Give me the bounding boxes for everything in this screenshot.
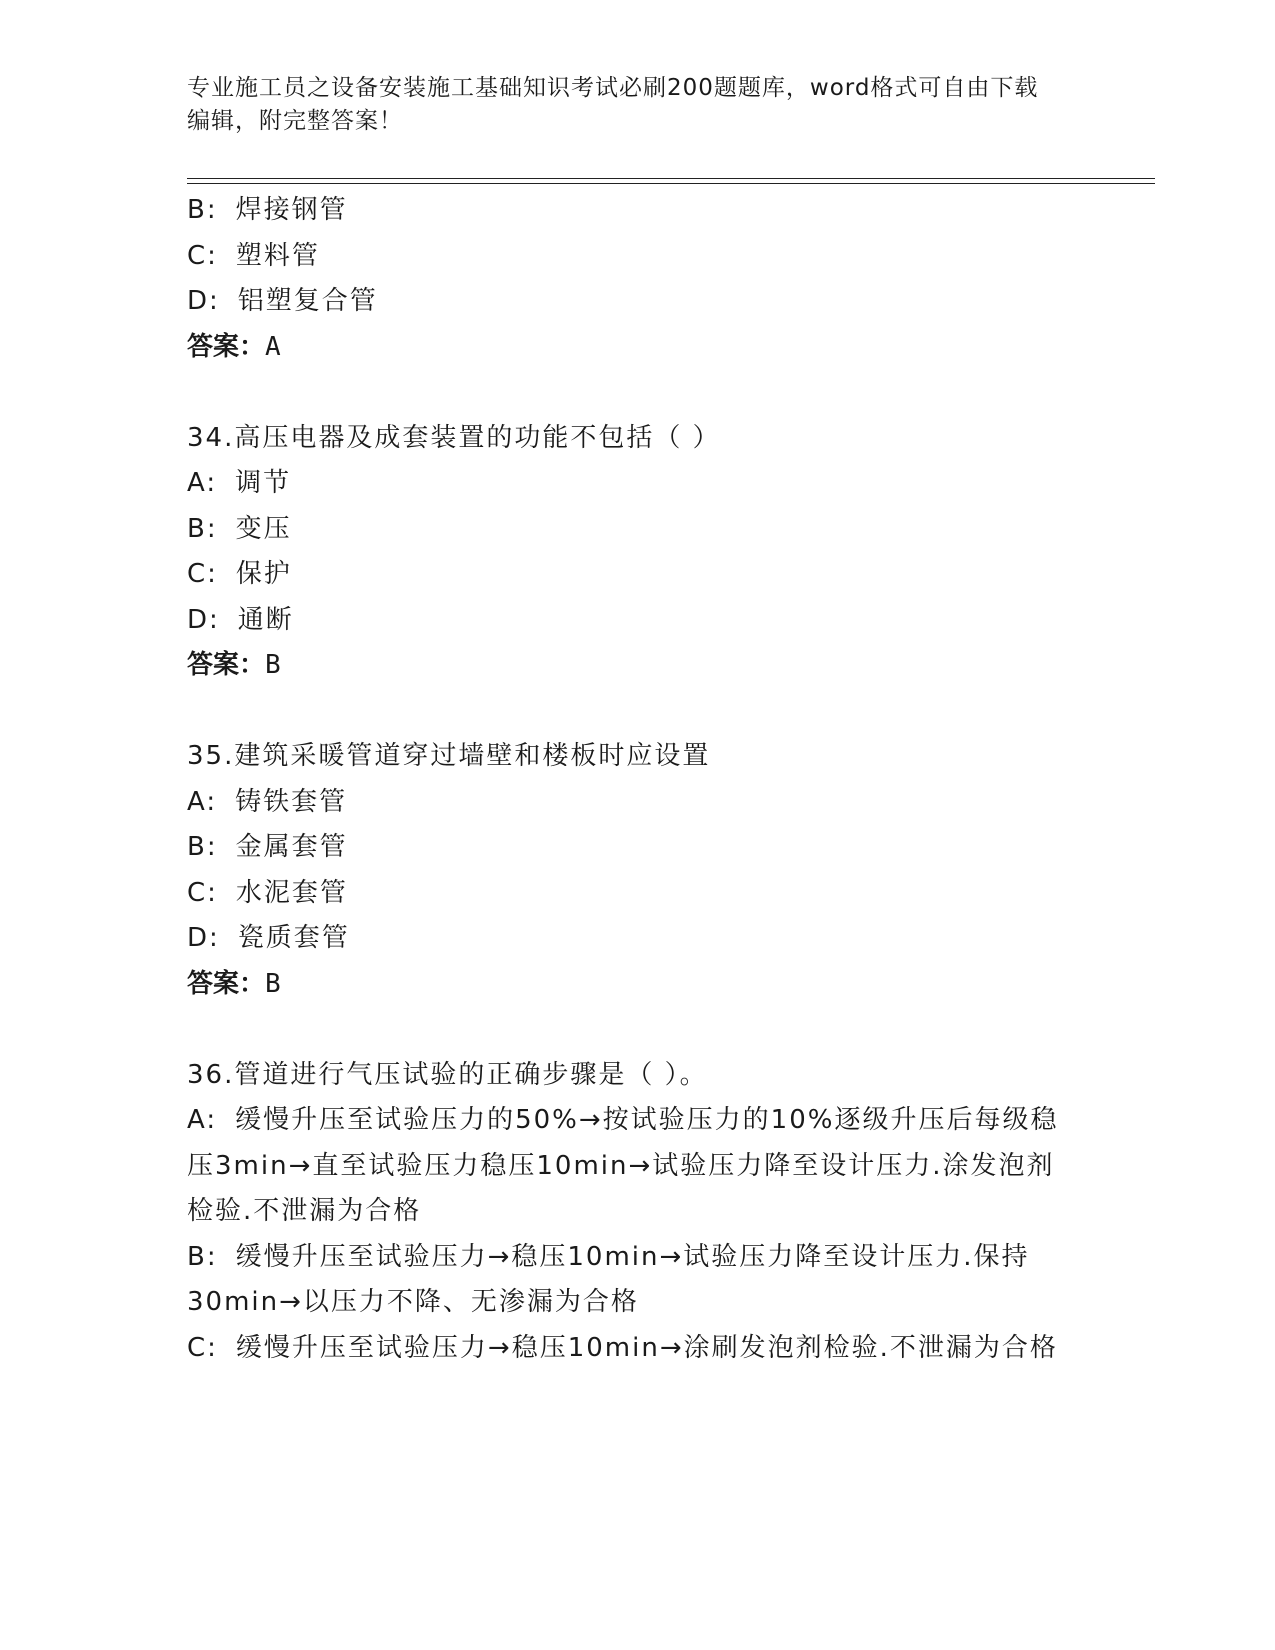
header-line-1: 专业施工员之设备安装施工基础知识考试必刷200题题库，word格式可自由下载 bbox=[187, 75, 1039, 101]
option-c: C: 水泥套管 bbox=[187, 877, 348, 908]
header-divider-top bbox=[187, 178, 1155, 179]
header-divider-bottom bbox=[187, 183, 1155, 184]
option-b: B: 变压 bbox=[187, 513, 292, 544]
document-header bbox=[187, 72, 1087, 138]
option-c: C: 缓慢升压至试验压力→稳压10min→涂刷发泡剂检验.不泄漏为合格 bbox=[187, 1332, 1058, 1363]
header-line-2: 编辑，附完整答案！ bbox=[187, 108, 403, 134]
question-list bbox=[187, 188, 1087, 1371]
option-a-continuation: 检验.不泄漏为合格 bbox=[187, 1196, 422, 1226]
answer-line: 答案：B bbox=[187, 968, 281, 999]
option-a: A: 调节 bbox=[187, 468, 292, 498]
option-d: D: 通断 bbox=[187, 604, 294, 635]
question-stem: 36.管道进行气压试验的正确步骤是（ ）。 bbox=[187, 1059, 708, 1090]
option-b: B: 金属套管 bbox=[187, 832, 348, 862]
answer-line: 答案：A bbox=[187, 331, 281, 362]
question-stem: 35.建筑采暖管道穿过墙壁和楼板时应设置 bbox=[187, 741, 711, 771]
option-a: A: 缓慢升压至试验压力的50%→按试验压力的10%逐级升压后每级稳 bbox=[187, 1105, 1059, 1135]
option-c: C: 塑料管 bbox=[187, 240, 320, 271]
option-b-continuation: 30min→以压力不降、无渗漏为合格 bbox=[187, 1287, 639, 1317]
option-b: B: 焊接钢管 bbox=[187, 195, 348, 225]
option-d: D: 瓷质套管 bbox=[187, 923, 350, 953]
option-a: A: 铸铁套管 bbox=[187, 786, 348, 817]
option-c: C: 保护 bbox=[187, 559, 292, 589]
option-b: B: 缓慢升压至试验压力→稳压10min→试验压力降至设计压力.保持 bbox=[187, 1241, 1030, 1272]
question-stem: 34.高压电器及成套装置的功能不包括（ ） bbox=[187, 422, 721, 453]
option-a-continuation: 压3min→直至试验压力稳压10min→试验压力降至设计压力.涂发泡剂 bbox=[187, 1150, 1055, 1181]
answer-line: 答案：B bbox=[187, 650, 281, 680]
option-d: D: 铝塑复合管 bbox=[187, 286, 378, 316]
